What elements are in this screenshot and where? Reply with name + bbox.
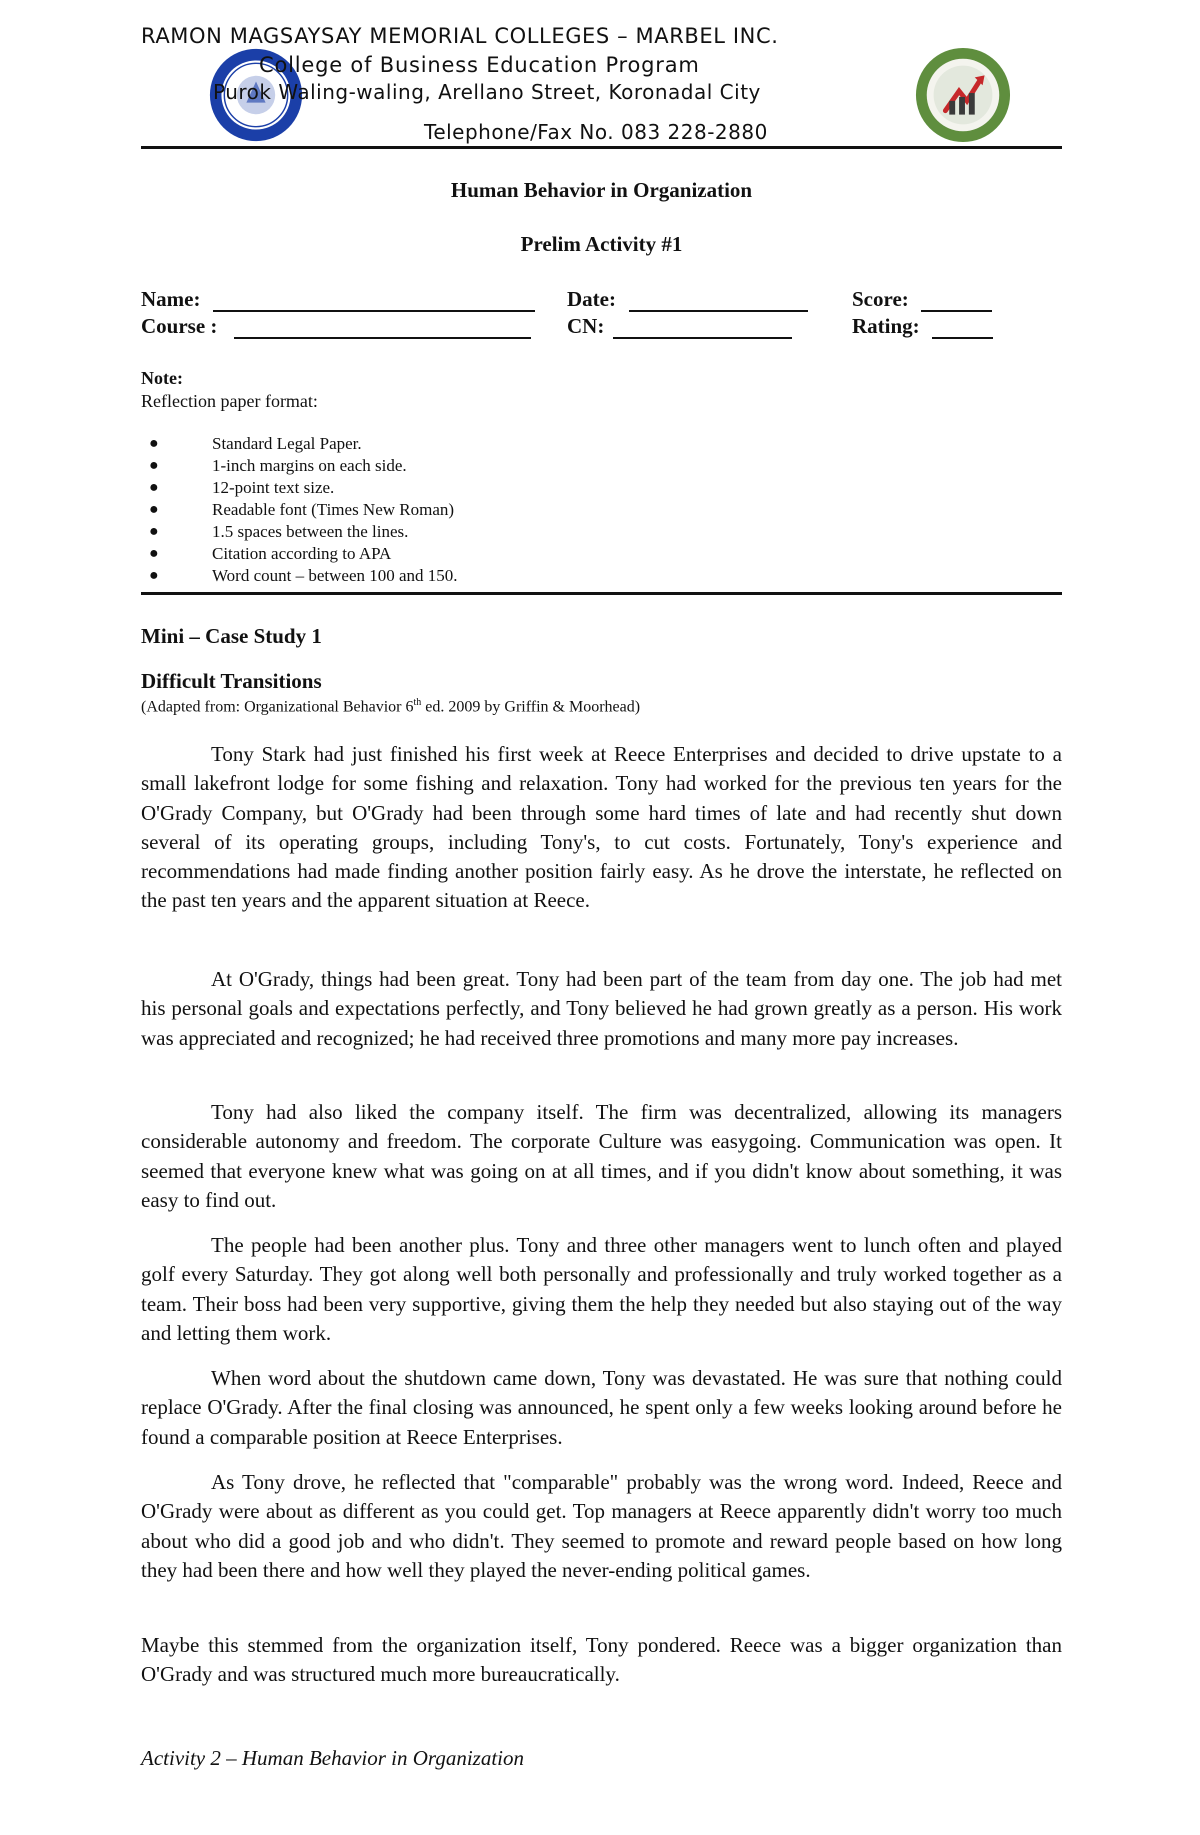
cn-label: CN: [567, 314, 605, 338]
case-paragraph: Tony had also liked the company itself. The firm was decentralized, allowing its managers considerable autonomy and freedom. The corporate Culture was easygoing. Communication was open. It seemed that everyone knew what was going on at all times, and if you didn't know about something, it was easy to find out. [141, 1100, 1062, 1212]
name-field[interactable] [213, 310, 535, 312]
case-paragraph: As Tony drove, he reflected that "comparable" probably was the wrong word. Indeed, Reece and O'Grady were about as different as you could get. Top managers at Reece apparently didn't worry too much about who did a good job and who didn't. They seemed to promote and reward people based on how long they had been there and how well they played the never-ending political games. [141, 1470, 1062, 1582]
score-field[interactable] [921, 310, 992, 312]
section-divider [141, 592, 1062, 595]
rating-field[interactable] [932, 337, 993, 339]
rating-label: Rating: [852, 314, 920, 338]
activity-title: Prelim Activity #1 [520, 232, 683, 256]
bullet-icon: ● [149, 479, 159, 496]
school-address: Purok Waling-waling, Arellano Street, Koronadal City [213, 80, 761, 104]
note-intro: Reflection paper format: [141, 391, 318, 411]
case-paragraph: Tony Stark had just finished his first week at Reece Enterprises and decided to drive upstate to a small lakefront lodge for some fishing and relaxation. Tony had worked for the previous ten years for the O'Grady Company, but O'Grady had been through some hard times of late and had recently shut down several of its operating groups, including Tony's, to cut costs. Fortunately, Tony's experience and recommendations had made finding another position fairly easy. As he drove the interstate, he reflected on the past ten years and the apparent situation at Reece. [141, 742, 1062, 913]
page-footer: Activity 2 – Human Behavior in Organization [141, 1746, 525, 1770]
school-name: RAMON MAGSAYSAY MEMORIAL COLLEGES – MARBEL INC. [141, 24, 779, 48]
case-paragraph: When word about the shutdown came down, Tony was devastated. He was sure that nothing could replace O'Grady. After the final closing was announced, he spent only a few weeks looking around before he found a comparable position at Reece Enterprises. [141, 1366, 1062, 1449]
bullet-icon: ● [149, 567, 159, 584]
case-study-source: (Adapted from: Organizational Behavior 6th ed. 2009 by Griffin & Moorhead) [141, 697, 641, 716]
name-label: Name: [141, 287, 201, 311]
document-page: RAMON MAGSAYSAY MEMORIAL COLLEGES – MARBEL INC. College of Business Education Program Purok Waling-waling, Arellano Street, Koronadal City Telephone/Fax No. 083 228-2880 Human Behavior in Organization Prelim Activity #1 Name: Date: Score: Course : CN: Rating: Note: Reflection paper format: ● Standard Legal Paper. ● 1-inch margins on each side. ● 12-point text size. ● Readable font (Times New Roman) ● 1.5 spaces between the lines. ● Citation according to APA ● Word count – between 100 and 150. Mini – Case Study 1 Difficult Transitions (Adapted from: Organizational Behavior 6th ed. 2009 by Griffin & Moorhead) Tony Stark had just finished his first week at Reece Enterprises and decided to drive upstate to a small lakefront lodge for some fishing and relaxation. Tony had worked for the previous ten years for the O'Grady Company, but O'Grady had been through some hard times of late and had recently shut down several of its operating groups, including Tony's, to cut costs. Fortunately, Tony's experience and recommendations had made finding another position fairly easy. As he drove the interstate, he reflected on the past ten years and the apparent situation at Reece. At O'Grady, things had been great. Tony had been part of the team from day one. The job had met his personal goals and expectations perfectly, and Tony believed he had grown greatly as a person. His work was appreciated and recognized; he had received three promotions and many more pay increases. Tony had also liked the company itself. The firm was decentralized, allowing its managers considerable autonomy and freedom. The corporate Culture was easygoing. Communication was open. It seemed that everyone knew what was going on at all times, and if you didn't know about something, it was easy to find out. The people had been another plus. Tony and three other managers went to lunch often and played golf every Saturday. They got along well both personally and professionally and truly worked together as a team. Their boss had been very supportive, giving them the help they needed but also staying out of the way and letting them work. When word about the shutdown came down, Tony was devastated. He was sure that nothing could replace O'Grady. After the final closing was announced, he spent only a few weeks looking around before he found a comparable position at Reece Enterprises. As Tony drove, he reflected that "comparable" probably was the wrong word. Indeed, Reece and O'Grady were about as different as you could get. Top managers at Reece apparently didn't worry too much about who did a good job and who didn't. They seemed to promote and reward people based on how long they had been there and how well they played the never-ending political games. Maybe this stemmed from the organization itself, Tony pondered. Reece was a bigger organization than O'Grady and was structured much more bureaucratically. Activity 2 – Human Behavior in Organization [141, 24, 1062, 1770]
course-label: Course : [141, 314, 218, 338]
bullet-icon: ● [149, 545, 159, 562]
bullet-icon: ● [149, 523, 159, 540]
course-field[interactable] [234, 337, 531, 339]
bullet-icon: ● [149, 501, 159, 518]
case-paragraph: Maybe this stemmed from the organization itself, Tony pondered. Reece was a bigger organization than O'Grady and was structured much more bureaucratically. [141, 1633, 1062, 1687]
bullet-icon: ● [149, 435, 159, 452]
school-phone: Telephone/Fax No. 083 228-2880 [424, 120, 768, 144]
header-divider [141, 146, 1062, 149]
bullet-icon: ● [149, 457, 159, 474]
college-name: College of Business Education Program [259, 53, 700, 77]
note-label: Note: [141, 368, 183, 388]
case-paragraph: The people had been another plus. Tony and three other managers went to lunch often and played golf every Saturday. They got along well both personally and professionally and truly worked together as a team. Their boss had been very supportive, giving them the help they needed but also staying out of the way and letting them work. [141, 1233, 1062, 1345]
document-title: Human Behavior in Organization [450, 178, 753, 202]
case-study-heading: Mini – Case Study 1 [141, 624, 322, 648]
date-field[interactable] [629, 310, 808, 312]
case-paragraph: At O'Grady, things had been great. Tony had been part of the team from day one. The job had met his personal goals and expectations perfectly, and Tony believed he had grown greatly as a person. His work was appreciated and recognized; he had received three promotions and many more pay increases. [141, 967, 1062, 1050]
case-study-title: Difficult Transitions [141, 669, 322, 693]
score-label: Score: [852, 287, 909, 311]
date-label: Date: [567, 287, 616, 311]
cn-field[interactable] [613, 337, 792, 339]
college-of-business-seal-icon [914, 46, 1012, 144]
